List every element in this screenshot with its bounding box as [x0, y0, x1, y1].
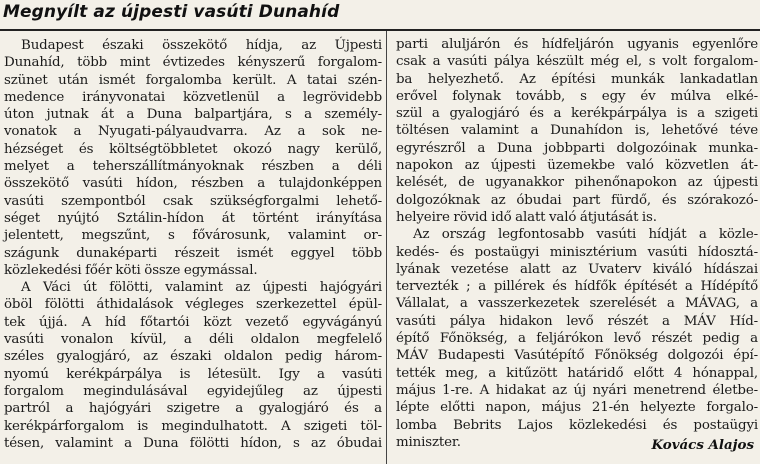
text-line: vonatok a Nyugati-pályaudvarra. Az a sok ne- — [4, 124, 382, 140]
text-line: vasúti vonalon kívül, a déli oldalon megfelelő — [4, 332, 382, 348]
text-line: tervezték ; a pillérek és hídfők építését a Hídépítő — [396, 279, 758, 295]
text-line: kedés- és postaügyi minisztérium vasúti hídosztá- — [396, 244, 758, 260]
text-line: egyrészről a Duna jobbparti dolgozóinak munka- — [396, 140, 758, 156]
text-line: lépte előtti napon, május 21-én helyezte forgalo- — [396, 400, 758, 416]
text-line: Budapest északi összekötő hídja, az Újpesti — [21, 38, 382, 53]
text-line: töltésen valamint a Dunahídon is, lehetővé téve — [396, 123, 758, 139]
text-line: erővel folynak tovább, s egy év múlva elké- — [396, 88, 758, 104]
text-line: tek újjá. A híd főtartói közt vezető egyvágányú — [4, 314, 382, 330]
text-line: miniszter. — [396, 434, 461, 450]
text-line: melyet a teherszállítmányoknak részben a déli — [4, 159, 382, 175]
text-line: Az ország legfontosabb vasúti hídját a közle- — [413, 227, 758, 243]
article-headline: Megnyílt az újpesti vasúti Dunahíd — [3, 2, 340, 22]
text-line: medence irányvonatai közvetlenül a legrövidebb — [4, 89, 382, 105]
text-line: partról a hajógyári szigetre a gyalogjáró és a — [4, 401, 382, 417]
text-line: ba helyezhető. Az építési munkák lankadatlan — [396, 71, 758, 87]
text-line: MÁV Budapesti Vasútépítő Főnökség dolgozói épí- — [396, 348, 758, 364]
text-line: dolgozóknak az óbudai part fürdő, és szórakozó- — [396, 192, 758, 208]
text-line: építő Főnökség, a feljárókon levő részét pedig a — [396, 331, 758, 347]
text-line: lomba Bebrits Lajos közlekedési és postaügyi — [396, 417, 758, 433]
text-line: összekötő vasúti hídon, részben a tulajdonképpen — [4, 176, 382, 192]
left-column — [4, 37, 382, 452]
text-line: lyának vezetése alatt az Uvaterv kiváló hídászai — [396, 261, 758, 277]
text-line: hézséget és költségtöbbletet okozó nagy kerülő, — [4, 141, 382, 157]
column-divider — [386, 31, 387, 464]
right-column — [396, 36, 758, 451]
text-line: Dunahíd, több mint évtizedes kényszerű forgalom- — [4, 55, 382, 71]
text-line: jelentett, megszűnt, s fővárosunk, valamint or- — [4, 228, 382, 244]
text-line: vasúti szempontból csak szükségforgalmi lehető- — [4, 193, 382, 209]
text-line: A Váci út fölötti, valamint az újpesti hajógyári — [21, 280, 382, 296]
text-line: közlekedési főér köti össze egymással. — [4, 262, 258, 278]
text-line: kelését, de ugyanakkor pihenőnapokon az újpesti — [396, 175, 758, 191]
text-line: tésen, valamint a Duna fölötti hídon, s az óbudai — [4, 435, 382, 451]
text-line: széles gyalogjáró, az északi oldalon pedig három- — [4, 349, 382, 365]
text-line: Vállalat, a vasszerkezetek szerelését a MÁVAG, a — [396, 296, 758, 312]
headline-rule — [0, 29, 760, 31]
text-line: parti aluljárón és hídfeljárón ugyanis egyenlőre — [396, 37, 758, 52]
text-line: helyeire rövid idő alatt való átjutását is. — [396, 209, 657, 225]
text-line: forgalom megindulásával egyidejűleg az újpesti — [4, 383, 382, 399]
text-line: május 1-re. A hidakat az új nyári menetrend életbe- — [396, 382, 758, 398]
text-line: öböl fölötti áthidalások végleges szerkezettel épül- — [4, 297, 382, 313]
text-line: szünet után ismét forgalomba került. A tatai szén- — [4, 72, 382, 88]
text-line: tették meg, a kitűzött határidő előtt 4 hónappal, — [396, 365, 758, 381]
text-line: úton jutnak át a Duna balpartjára, s a személy- — [4, 107, 382, 123]
text-line: szágunk dunaképarti részeit ismét eggyel több — [4, 245, 382, 261]
text-line: szül a gyalogjáró és a kerékpárpálya is a szigeti — [396, 106, 758, 122]
text-line: napokon az újpesti üzemekbe való közvetlen át- — [396, 158, 758, 174]
text-line: vasúti pálya hidakon levő részét a MÁV Híd- — [396, 313, 758, 329]
author-signature: Kovács Alajos — [651, 437, 754, 453]
text-line: csak a vasúti pálya készült még el, s volt forgalom- — [396, 54, 758, 70]
text-line: kerékpárforgalom is megindulhatott. A szigeti töl- — [4, 418, 382, 434]
text-line: séget nyújtó Sztálin-hídon át történt irányítása — [4, 210, 382, 226]
text-line: nyomú kerékpárpálya is létesült. Igy a vasúti — [4, 366, 382, 382]
